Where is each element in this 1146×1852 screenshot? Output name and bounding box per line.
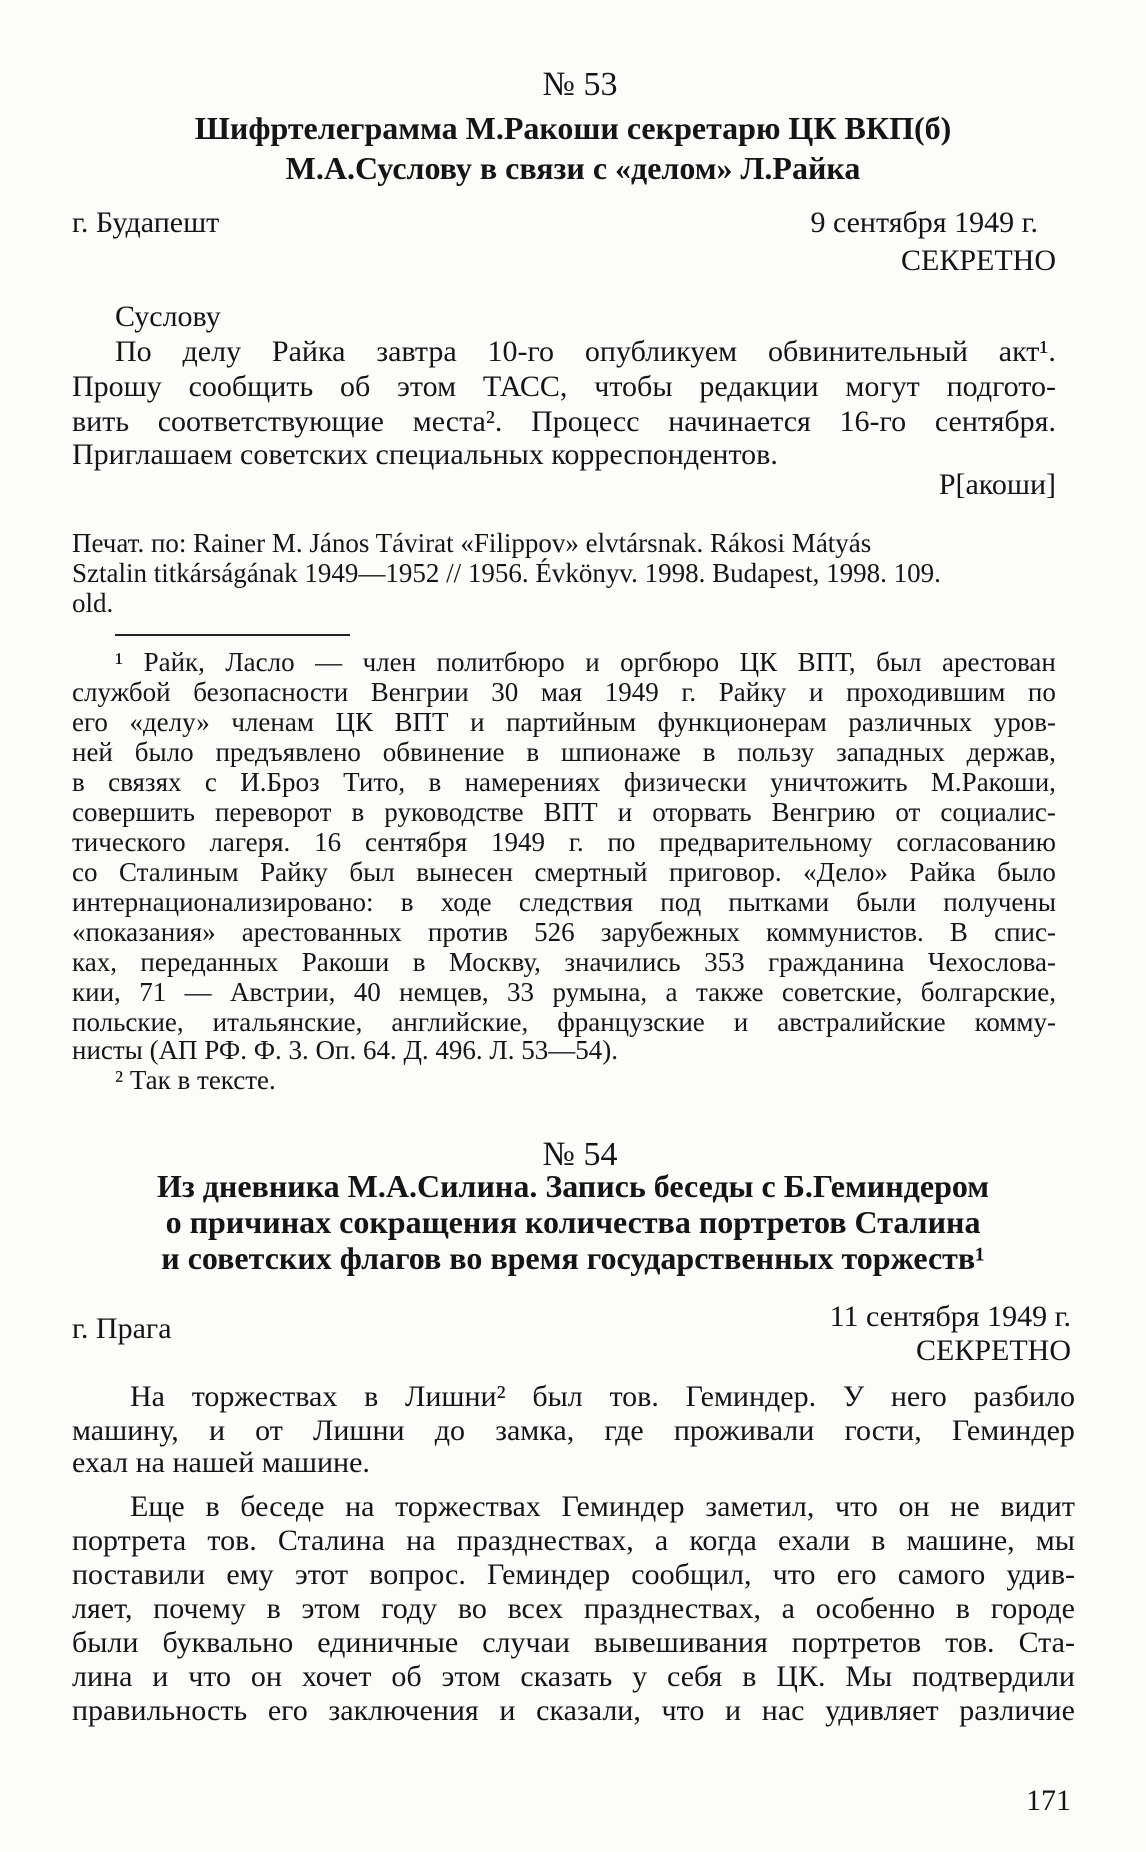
doc53-body-line: По делу Райка завтра 10-го опубликуем обвинительный акт¹. bbox=[115, 335, 1056, 368]
doc53-footnote-line: кии, 71 — Австрии, 40 немцев, 33 румына, а также советские, болгарские, bbox=[72, 977, 1056, 1007]
doc53-title-line: М.А.Суслову в связи с «делом» Л.Райка bbox=[285, 150, 861, 186]
doc53-number: № 53 bbox=[542, 66, 618, 103]
doc53-footnote-line: ² Так в тексте. bbox=[115, 1065, 276, 1095]
footnote-rule bbox=[115, 634, 350, 636]
doc54-title-line: о причинах сокращения количества портретов Сталина bbox=[165, 1204, 981, 1240]
doc53-footnote-line: его «делу» членам ЦК ВПТ и партийным функционерам различных уров- bbox=[72, 707, 1056, 737]
doc54-body-line: ехал на нашей машине. bbox=[72, 1446, 370, 1479]
doc53-title-line: Шифртелеграмма М.Ракоши секретарю ЦК ВКП(б) bbox=[194, 110, 952, 146]
doc54-body-line: машину, и от Лишни до замка, где проживали гости, Геминдер bbox=[72, 1414, 1075, 1447]
doc54-body-line: были буквально единичные случаи вывешивания портретов тов. Ста- bbox=[72, 1626, 1075, 1659]
page-number: 171 bbox=[1026, 1784, 1071, 1817]
doc54-body-line: ляет, почему в этом году во всех празднествах, а особенно в городе bbox=[72, 1592, 1075, 1625]
doc54-number: № 54 bbox=[542, 1136, 618, 1173]
doc53-body-line: Прошу сообщить об этом ТАСС, чтобы редакции могут подгото- bbox=[72, 370, 1056, 403]
doc53-footnote-line: «показания» арестованных против 526 зарубежных коммунистов. В спис- bbox=[72, 917, 1056, 947]
doc53-secrecy: СЕКРЕТНО bbox=[900, 244, 1056, 277]
doc53-footnote-line: тического лагеря. 16 сентября 1949 г. по предварительному согласованию bbox=[72, 827, 1056, 857]
doc54-body-line: поставили ему этот вопрос. Геминдер сообщил, что его самого удив- bbox=[72, 1558, 1075, 1591]
doc53-body-line: Приглашаем советских специальных корреспондентов. bbox=[72, 438, 778, 471]
doc53-footnote-line: ¹ Райк, Ласло — член политбюро и оргбюро ЦК ВПТ, был арестован bbox=[115, 647, 1056, 677]
doc53-footnote-line: со Сталиным Райку был вынесен смертный приговор. «Дело» Райка было bbox=[72, 857, 1056, 887]
doc54-body-line: На торжествах в Лишни² был тов. Геминдер. У него разбило bbox=[130, 1380, 1075, 1413]
doc53-footnote-line: совершить переворот в руководстве ВПТ и оторвать Венгрию от социалис- bbox=[72, 797, 1056, 827]
doc53-signature: Р[акоши] bbox=[938, 468, 1056, 501]
doc53-footnote-line: службой безопасности Венгрии 30 мая 1949 г. Райку и проходившим по bbox=[72, 677, 1056, 707]
doc54-body-line: Еще в беседе на торжествах Геминдер заметил, что он не видит bbox=[130, 1490, 1075, 1523]
doc54-secrecy: СЕКРЕТНО bbox=[915, 1334, 1071, 1367]
doc54-title-line: и советских флагов во время государственных торжеств¹ bbox=[161, 1240, 985, 1276]
doc53-source-line: Печат. по: Rainer M. János Távirat «Filippov» elvtársnak. Rákosi Mátyás bbox=[72, 528, 872, 558]
doc53-date: 9 сентября 1949 г. bbox=[810, 206, 1038, 239]
doc53-source-line: old. bbox=[72, 588, 114, 618]
doc53-place: г. Будапешт bbox=[72, 206, 220, 239]
doc54-body-line: лина и что он хочет об этом сказать у себя в ЦК. Мы подтвердили bbox=[72, 1660, 1075, 1693]
doc53-footnote-line: в связях с И.Броз Тито, в намерениях физически уничтожить М.Ракоши, bbox=[72, 767, 1056, 797]
doc53-source-line: Sztalin titkárságának 1949—1952 // 1956. Évkönyv. 1998. Budapest, 1998. 109. bbox=[72, 558, 941, 588]
doc54-body-line: правильность его заключения и сказали, что и нас удивляет различие bbox=[72, 1694, 1075, 1727]
doc53-footnote-line: интернационализировано: в ходе следствия под пытками были получены bbox=[72, 887, 1056, 917]
doc53-addressee: Суслову bbox=[115, 300, 221, 333]
doc54-date: 11 сентября 1949 г. bbox=[829, 1300, 1071, 1333]
doc54-place: г. Прага bbox=[72, 1312, 172, 1345]
doc53-footnote-line: нисты (АП РФ. Ф. 3. Оп. 64. Д. 496. Л. 53—54). bbox=[72, 1035, 618, 1065]
doc54-body-line: портрета тов. Сталина на празднествах, а когда ехали в машине, мы bbox=[72, 1524, 1075, 1557]
doc53-body-line: вить соответствующие места². Процесс начинается 16-го сентября. bbox=[72, 405, 1056, 438]
doc53-footnote-line: ках, переданных Ракоши в Москву, значились 353 гражданина Чехослова- bbox=[72, 947, 1056, 977]
doc54-title-line: Из дневника М.А.Силина. Запись беседы с Б.Геминдером bbox=[156, 1168, 990, 1204]
doc53-footnote-line: польские, итальянские, английские, французские и австралийские комму- bbox=[72, 1007, 1056, 1037]
doc53-footnote-line: ней было предъявлено обвинение в шпионаже в пользу западных держав, bbox=[72, 737, 1056, 767]
